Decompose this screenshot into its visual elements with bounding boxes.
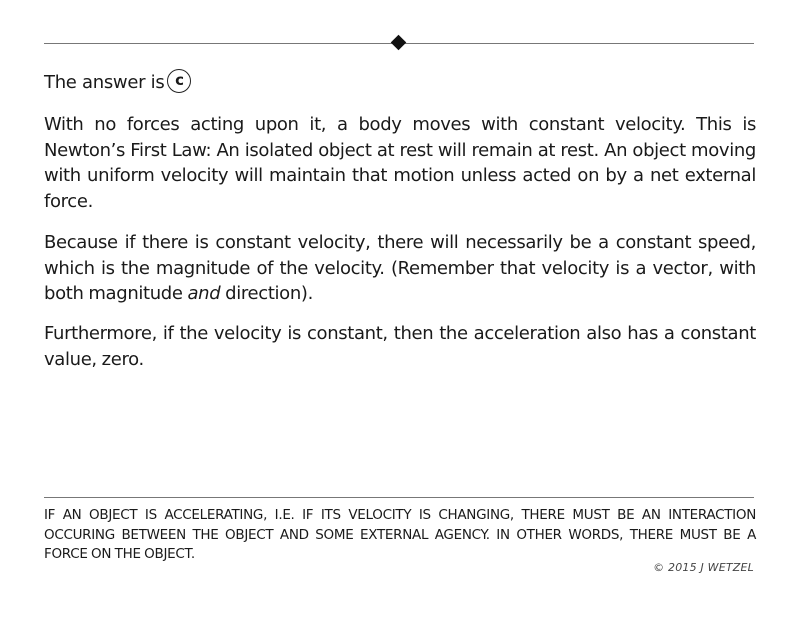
footer-note: IF AN OBJECT IS ACCELERATING, I.E. IF ITS VELOCITY IS CHANGING, THERE MUST BE AN INTERACTION OCCURING BETWEEN THE OBJECT AND SOME EXTERNAL AGENCY. IN OTHER WORDS, THERE MUST BE A FORCE ON THE OBJECT.	[44, 507, 756, 562]
answer-prefix: The answer is	[44, 72, 165, 93]
paragraph-2-italic: and	[187, 283, 221, 304]
answer-letter-circle: c	[167, 69, 191, 93]
bottom-divider	[44, 497, 754, 498]
answer-line	[44, 70, 191, 96]
paragraph-2-text-a: Because if there is constant velocity, there will necessarily be a constant speed, which is the magnitude of the velocity. (Remember that velocity is a vector, with both magnitude	[44, 232, 756, 304]
explanation-paragraph-2	[44, 230, 756, 307]
diamond-ornament-icon	[391, 35, 407, 51]
explanation-paragraph-3: Furthermore, if the velocity is constant, then the acceleration also has a constant value, zero.	[44, 323, 756, 370]
paragraph-2-text-b: direction).	[220, 283, 313, 304]
explanation-paragraph-1: With no forces acting upon it, a body moves with constant velocity. This is Newton’s First Law: An isolated object at rest will remain at rest. An object moving with uniform velocity will maintain that motion unless acted on by a net external force.	[44, 114, 756, 212]
copyright: © 2015 J WETZEL	[653, 561, 754, 574]
